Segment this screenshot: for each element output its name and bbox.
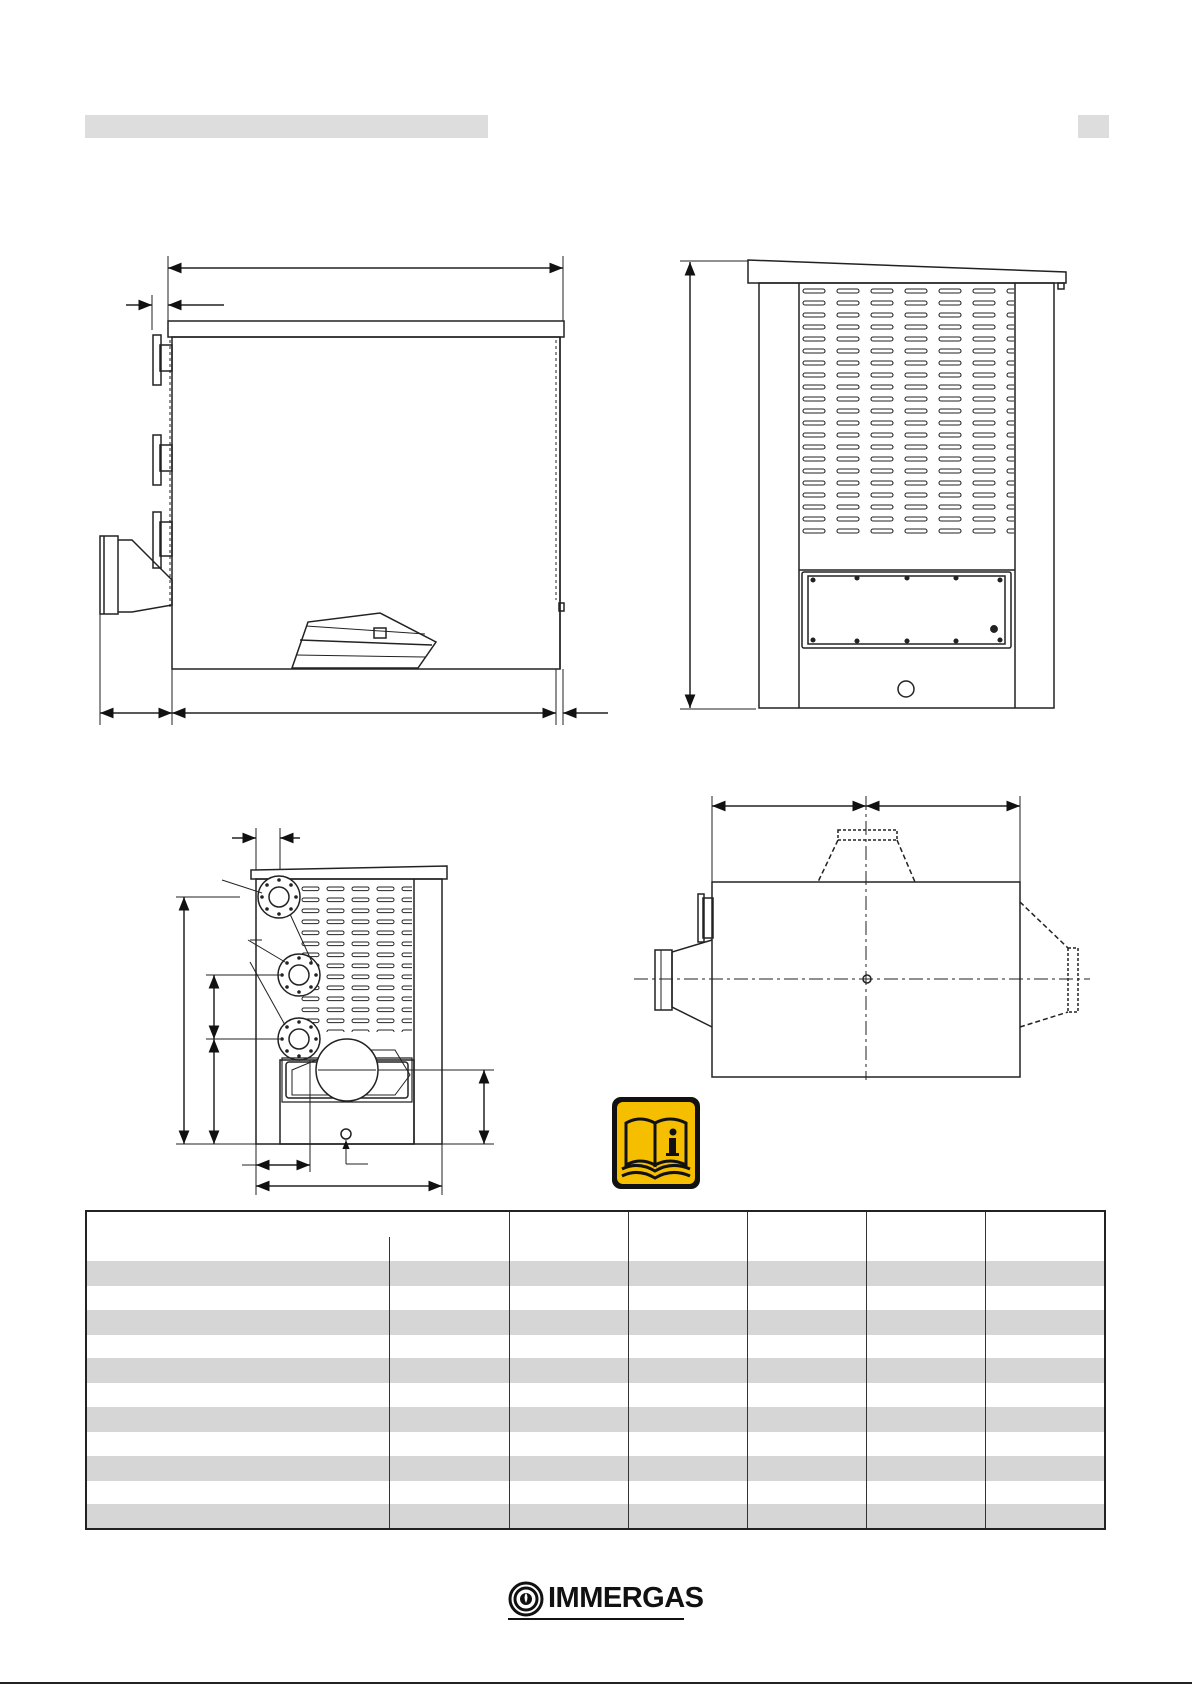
top-view [634,796,1090,1080]
spec-table [85,1210,1106,1530]
table-row [87,1480,1104,1505]
table-row [87,1358,1104,1383]
table-row [87,1334,1104,1359]
table-row [87,1431,1104,1456]
table-row [87,1383,1104,1408]
rear-view [176,828,494,1195]
column-divider [389,1237,390,1528]
side-view [100,256,608,725]
logo-underline [508,1618,684,1620]
front-view [680,260,1066,709]
table-row [87,1456,1104,1481]
table-row [87,1310,1104,1335]
column-divider [747,1212,748,1528]
logo-text: IMMERGAS [548,1582,704,1614]
column-divider [866,1212,867,1528]
column-divider [509,1212,510,1528]
immergas-logo [508,1580,704,1620]
column-divider [628,1212,629,1528]
manual-info-icon [612,1097,700,1189]
table-row [87,1261,1104,1286]
page-bottom-rule [0,1682,1192,1684]
table-row [87,1286,1104,1311]
column-divider [985,1212,986,1528]
flame-logo-icon [508,1581,544,1617]
table-row [87,1407,1104,1432]
table-row [87,1504,1104,1529]
